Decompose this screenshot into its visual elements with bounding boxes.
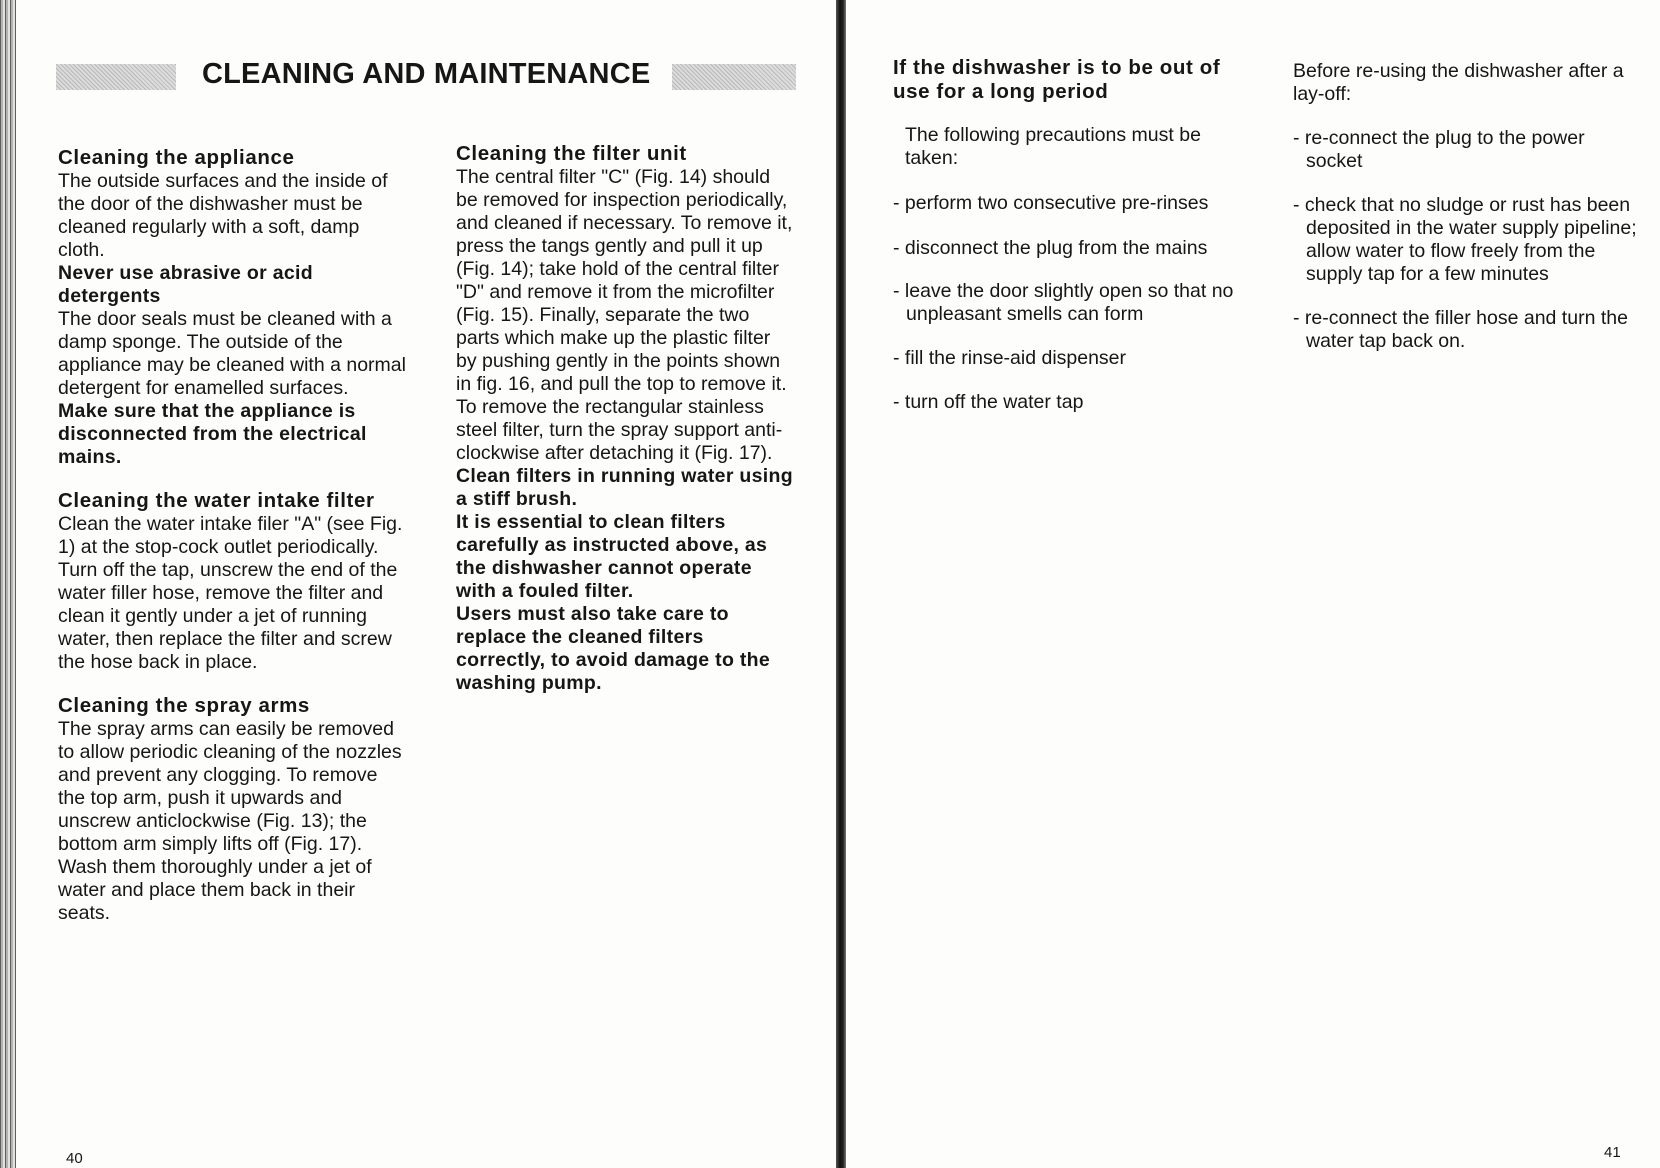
page-number-left: 40 xyxy=(66,1150,83,1167)
section-heading: Cleaning the appliance xyxy=(58,146,295,169)
section-water-intake-filter xyxy=(58,489,408,674)
title-bar-right xyxy=(672,64,796,90)
paragraph: Clean the water intake filer "A" (see Fig. 1) at the stop-cock outlet periodically. Turn off the tap, unscrew the end of the water filler hose, remove the filter and clean it gently under a jet of running water, then replace the filter and screw the hose back in place. xyxy=(58,513,403,673)
paragraph: The outside surfaces and the inside of the door of the dishwasher must be cleaned regularly with a soft, damp cloth. xyxy=(58,170,388,261)
title-bar-left xyxy=(56,64,176,90)
warning-text: Make sure that the appliance is disconnected from the electrical mains. xyxy=(58,400,367,468)
list-item: - perform two consecutive pre-rinses xyxy=(893,192,1209,214)
section-filter-unit xyxy=(456,142,796,695)
paragraph: The door seals must be cleaned with a damp sponge. The outside of the appliance may be cleaned with a normal detergent for enamelled surfaces. xyxy=(58,308,406,399)
list-item: - leave the door slightly open so that no unpleasant smells can form xyxy=(893,280,1234,325)
warning-text: Clean filters in running water using a stiff brush. xyxy=(456,465,793,510)
warning-text: Never use abrasive or acid detergents xyxy=(58,262,313,307)
paragraph: The central filter "C" (Fig. 14) should be removed for inspection periodically, and cleaned if necessary. To remove it, press the tangs gently and pull it up (Fig. 14); take hold of the central filter "D" and remove it from the microfilter (Fig. 15). Finally, separate the two parts which make up the plastic filter by pushing gently in the points shown in fig. 16, and pull the top to remove it. To remove the rectangular stainless steel filter, turn the spray support anti-clockwise after detaching it (Fig. 17). xyxy=(456,166,793,464)
list-item: - disconnect the plug from the mains xyxy=(893,237,1208,259)
list-item: - check that no sludge or rust has been deposited in the water supply pipeline; allow water to flow freely from the supply tap for a few minutes xyxy=(1293,194,1637,285)
section-spray-arms xyxy=(58,694,408,925)
section-heading: Cleaning the water intake filter xyxy=(58,489,375,512)
left-column-1 xyxy=(58,146,408,945)
section-cleaning-appliance xyxy=(58,146,408,469)
section-heading: If the dishwasher is to be out of use for a long period xyxy=(893,56,1221,103)
section-heading: Cleaning the filter unit xyxy=(456,142,687,165)
list-item: - re-connect the plug to the power socket xyxy=(1293,127,1585,172)
right-column-2 xyxy=(1293,60,1638,353)
paragraph: The spray arms can easily be removed to allow periodic cleaning of the nozzles and prevent any clogging. To remove the top arm, push it upwards and unscrew anticlockwise (Fig. 13); the bottom arm simply lifts off (Fig. 17). Wash them thoroughly under a jet of water and place them back in their seats. xyxy=(58,718,402,924)
list-item: - re-connect the filler hose and turn the water tap back on. xyxy=(1293,307,1628,352)
page-title: CLEANING AND MAINTENANCE xyxy=(202,58,651,90)
intro-text: The following precautions must be taken: xyxy=(905,124,1201,169)
book-spine xyxy=(836,0,846,1168)
precautions-list xyxy=(893,192,1243,414)
intro-text: Before re-using the dishwasher after a lay-off: xyxy=(1293,60,1624,105)
list-item: - turn off the water tap xyxy=(893,391,1084,413)
left-column-2 xyxy=(456,142,796,715)
page-number-right: 41 xyxy=(1604,1144,1621,1161)
section-heading: Cleaning the spray arms xyxy=(58,694,310,717)
warning-text: Users must also take care to replace the cleaned filters correctly, to avoid damage to the washing pump. xyxy=(456,603,771,694)
list-item: - fill the rinse-aid dispenser xyxy=(893,347,1127,369)
warning-text: It is essential to clean filters carefully as instructed above, as the dishwasher cannot operate with a fouled filter. xyxy=(456,511,768,602)
reuse-list xyxy=(1293,127,1638,353)
page-edge-shadow xyxy=(0,0,16,1168)
right-column-1 xyxy=(893,56,1243,414)
